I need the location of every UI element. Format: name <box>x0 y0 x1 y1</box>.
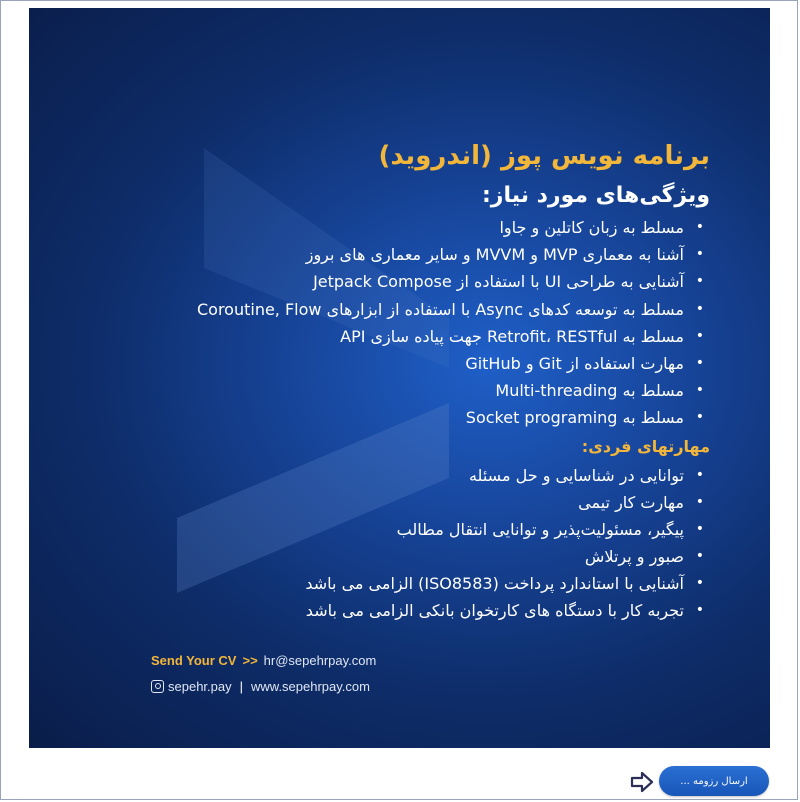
requirement-item: • مسلط به توسعه کدهای Async با استفاده از ابزارهای Coroutine, Flow <box>70 296 710 323</box>
requirement-item: • مسلط به زبان کاتلین و جاوا <box>70 214 710 241</box>
requirement-item: • مسلط به Socket programing <box>70 404 710 431</box>
instagram-icon <box>151 680 164 693</box>
skills-heading: مهارتهای فردی: <box>581 436 710 456</box>
poster-content <box>70 138 710 624</box>
requirements-list <box>70 214 710 432</box>
requirement-item: • مهارت استفاده از Git و GitHub <box>70 350 710 377</box>
skill-item: • پیگیر، مسئولیت‌پذیر و توانایی انتقال مطالب <box>70 516 710 543</box>
requirement-item: • مسلط به Multi-threading <box>70 377 710 404</box>
send-cv-label: Send Your CV <box>151 652 237 668</box>
submit-resume-button[interactable]: ارسال رزومه ... <box>659 766 769 796</box>
skill-item: • صبور و پرتلاش <box>70 543 710 570</box>
separator: | <box>239 678 243 694</box>
instagram-handle: sepehr.pay <box>168 678 232 694</box>
requirement-item: • آشنایی به طراحی UI با استفاده از Jetpack Compose <box>70 268 710 295</box>
social-row <box>151 676 376 696</box>
skills-list <box>70 462 710 624</box>
requirement-item: • آشنا به معماری MVP و MVVM و سایر معماری های بروز <box>70 241 710 268</box>
job-title: برنامه نویس پوز (اندروید) <box>378 141 710 171</box>
skill-item: • تجربه کار با دستگاه های کارتخوان بانکی الزامی می باشد <box>70 597 710 624</box>
skill-item: • آشنایی با استاندارد پرداخت (ISO8583) الزامی می باشد <box>70 570 710 597</box>
arrow-right-icon <box>630 771 654 793</box>
poster-footer <box>151 650 376 696</box>
skill-item: • مهارت کار تیمی <box>70 489 710 516</box>
requirements-heading: ویژگی‌های مورد نیاز: <box>481 183 710 208</box>
double-arrow-icon: >> <box>242 652 258 668</box>
contact-email: hr@sepehrpay.com <box>263 652 377 668</box>
skill-item: • توانایی در شناسایی و حل مسئله <box>70 462 710 489</box>
website-url: www.sepehrpay.com <box>251 678 370 694</box>
cv-contact-row <box>151 650 376 670</box>
requirement-item: • مسلط به Retrofit، RESTful جهت پیاده سازی API <box>70 323 710 350</box>
job-poster <box>29 8 770 748</box>
